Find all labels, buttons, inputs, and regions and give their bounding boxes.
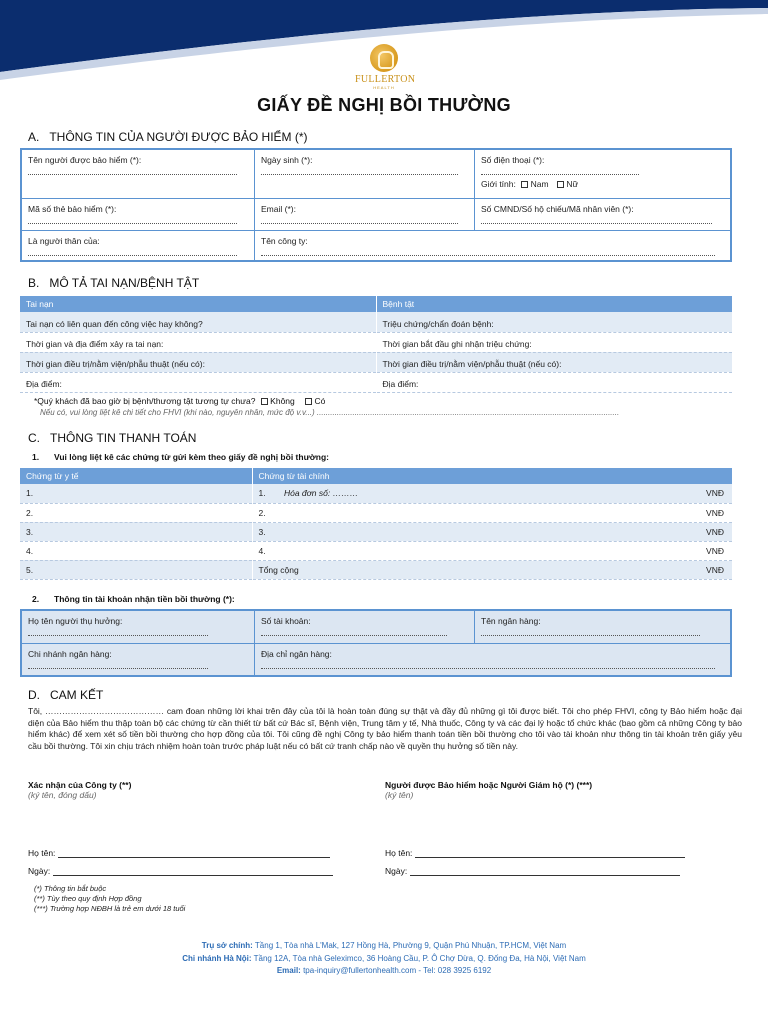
documents-question: 1. Vui lòng liệt kê các chứng từ gửi kèm theo giấy đề nghị bồi thường: <box>32 452 329 462</box>
col-illness: Bệnh tật <box>376 296 732 312</box>
table-row <box>20 541 732 560</box>
illness-cell[interactable]: Thời gian điều trị/nằm viện/phẫu thuật (nếu có): <box>376 352 732 372</box>
company-name-field[interactable]: Tên công ty: <box>254 231 730 260</box>
accident-cell[interactable]: Thời gian điều trị/nằm viện/phẫu thuật (nếu có): <box>20 352 376 372</box>
total-cell[interactable]: Tổng cộng VNĐ <box>252 560 732 579</box>
accident-illness-table <box>20 296 732 393</box>
dob-field[interactable]: Ngày sinh (*): <box>254 150 474 198</box>
fullerton-logo <box>355 44 416 90</box>
no-checkbox[interactable] <box>261 398 268 405</box>
email-link[interactable]: tpa-inquiry@fullertonhealth.com - Tel: 028 3925 6192 <box>303 966 492 975</box>
financial-doc-cell[interactable]: 4. VNĐ <box>252 541 732 560</box>
illness-cell[interactable]: Triệu chứng/chẩn đoán bệnh: <box>376 312 732 332</box>
medical-doc-cell[interactable]: 3. <box>20 522 252 541</box>
insured-date-signature[interactable]: Ngày: <box>385 866 680 876</box>
col-financial: Chứng từ tài chính <box>252 468 732 484</box>
medical-doc-cell[interactable]: 1. <box>20 484 252 503</box>
insured-name-signature[interactable]: Họ tên: <box>385 848 685 858</box>
table-row <box>20 522 732 541</box>
insured-info-box <box>20 148 732 262</box>
card-number-field[interactable]: Mã số thẻ bảo hiểm (*): <box>22 199 254 230</box>
section-c-heading: C. THÔNG TIN THANH TOÁN <box>28 431 197 445</box>
illness-cell[interactable]: Thời gian bắt đầu ghi nhận triệu chứng: <box>376 332 732 352</box>
footer-contact: Trụ sở chính: Tầng 1, Tòa nhà L'Mak, 127 Hồng Hà, Phường 9, Quận Phú Nhuận, TP.HCM, Việt Nam Chi nhánh Hà Nội: Tầng 12A, Tòa nhà Geleximco, 36 Hoàng Cầu, P. Ô Chợ Dừa, Q. Đống Đa, Hà Nội, Việt Nam Email: tpa-inquiry@fullertonhealth.com - Tel: 028 3925 6192 <box>182 941 586 975</box>
col-accident: Tai nạn <box>20 296 376 312</box>
accident-cell[interactable]: Thời gian và địa điểm xảy ra tai nạn: <box>20 332 376 352</box>
yes-checkbox[interactable] <box>305 398 312 405</box>
table-row <box>20 332 732 352</box>
section-a-heading: A. THÔNG TIN CỦA NGƯỜI ĐƯỢC BẢO HIỂM (*) <box>28 130 308 144</box>
beneficiary-field[interactable]: Họ tên người thụ hưởng: <box>22 611 254 643</box>
medical-doc-cell[interactable]: 2. <box>20 503 252 522</box>
prior-illness-question: *Quý khách đã bao giờ bị bệnh/thương tật tương tự chưa? Không Có <box>34 396 326 406</box>
account-number-field[interactable]: Số tài khoản: <box>254 611 474 643</box>
bank-name-field[interactable]: Tên ngân hàng: <box>474 611 730 643</box>
documents-table <box>20 468 732 580</box>
financial-doc-cell[interactable]: 2. VNĐ <box>252 503 732 522</box>
brand-name: FULLERTON <box>355 74 416 85</box>
table-row <box>20 372 732 392</box>
prior-illness-detail[interactable]: Nếu có, vui lòng liệt kê chi tiết cho FHVI (khi nào, nguyên nhân, mức độ v.v...) ........................................................................................................................................ <box>40 408 620 417</box>
female-checkbox[interactable] <box>557 181 564 188</box>
bank-address-field[interactable]: Địa chỉ ngân hàng: <box>254 644 730 675</box>
section-d-heading: D. CAM KẾT <box>28 688 104 702</box>
medical-doc-cell[interactable]: 4. <box>20 541 252 560</box>
table-row <box>20 352 732 372</box>
illness-cell[interactable]: Địa điểm: <box>376 372 732 392</box>
table-row <box>20 312 732 332</box>
financial-doc-cell[interactable]: 3. VNĐ <box>252 522 732 541</box>
phone-field[interactable]: Số điện thoại (*): Giới tính: Nam Nữ <box>474 150 730 198</box>
id-number-field[interactable]: Số CMND/Số hộ chiếu/Mã nhân viên (*): <box>474 199 730 230</box>
company-name-signature[interactable]: Họ tên: <box>28 848 330 858</box>
footnotes: (*) Thông tin bắt buộc (**) Tùy theo quy định Hợp đồng (***) Trường hợp NĐBH là trẻ em dưới 18 tuổi <box>34 884 186 913</box>
insured-name-field[interactable]: Tên người được bảo hiểm (*): <box>22 150 254 198</box>
table-row <box>20 484 732 503</box>
bank-account-box <box>20 609 732 677</box>
bank-branch-field[interactable]: Chi nhánh ngân hàng: <box>22 644 254 675</box>
relative-field[interactable]: Là người thân của: <box>22 231 254 260</box>
lion-emblem-icon <box>370 44 398 72</box>
table-row <box>20 503 732 522</box>
commitment-text: Tôi, …………………………………… cam đoan những lời khai trên đây của tôi là hoàn toàn đúng sự thật và đầy đủ những gì tôi được biết. Tôi cho phép FHVI, công ty Bảo hiểm hoặc đại diện của Bảo hiểm thu thập toàn bộ các chứng từ cần thiết từ bất cứ Bác sĩ, Bệnh viện, Trung tâm y tế, Nhà thuốc, Công ty và các đại lý hoặc tổ chức khác (bao gồm cả những Công ty bảo hiểm khác) để xem xét số tiền bồi thường cho hợp đồng của tôi. Tôi cũng đề nghị Công ty bảo hiểm thanh toán tiền bồi thường cho tôi vào tài khoản như thông tin tài khoản trên giấy yêu cầu bồi thường. Tôi xin chịu trách nhiệm hoàn toàn trước pháp luật nếu có bất cứ tranh chấp nào về quyền thụ hưởng số tiền này. <box>28 706 742 751</box>
brand-sub: HEALTH <box>373 85 395 90</box>
page-title: GIẤY ĐỀ NGHỊ BỒI THƯỜNG <box>257 95 511 115</box>
male-checkbox[interactable] <box>521 181 528 188</box>
accident-cell[interactable]: Tai nạn có liên quan đến công việc hay không? <box>20 312 376 332</box>
medical-doc-cell[interactable]: 5. <box>20 560 252 579</box>
insured-confirmation: Người được Bảo hiểm hoặc Người Giám hộ (*) (***) (ký tên) <box>385 780 593 800</box>
email-field[interactable]: Email (*): <box>254 199 474 230</box>
accident-cell[interactable]: Địa điểm: <box>20 372 376 392</box>
table-row <box>20 560 732 579</box>
company-date-signature[interactable]: Ngày: <box>28 866 333 876</box>
section-b-heading: B. MÔ TẢ TAI NẠN/BỆNH TẬT <box>28 276 200 290</box>
bank-account-question: 2. Thông tin tài khoản nhận tiền bồi thường (*): <box>32 594 235 604</box>
col-medical: Chứng từ y tế <box>20 468 252 484</box>
company-confirmation: Xác nhận của Công ty (**) (ký tên, đóng dấu) <box>28 780 132 800</box>
financial-doc-cell[interactable]: 1. Hóa đơn số: ……… VNĐ <box>252 484 732 503</box>
